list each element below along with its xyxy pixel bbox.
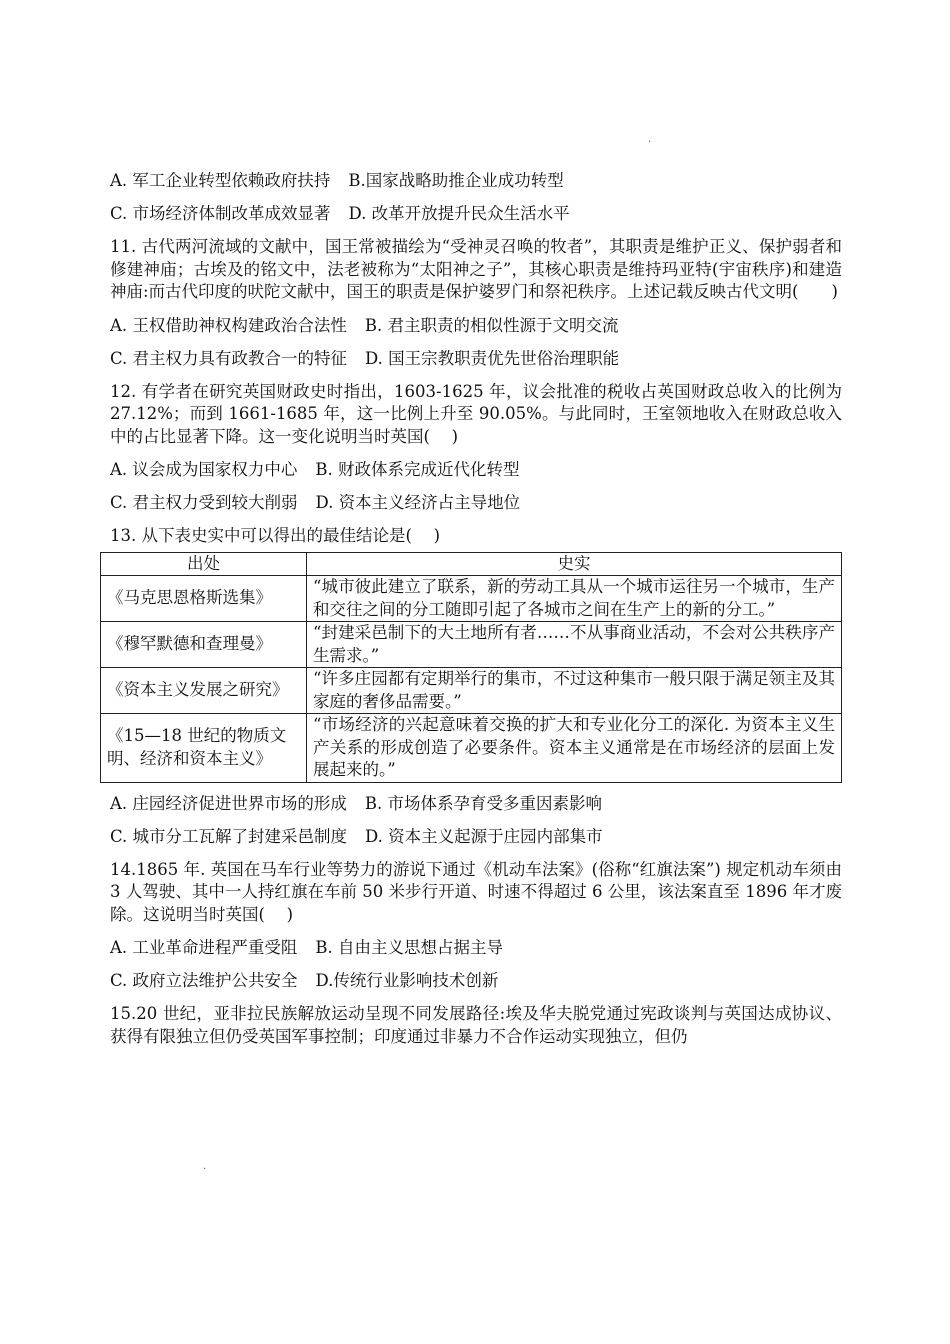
table-header-source: 出处 [101, 552, 307, 576]
q11-option-c: C. 君主权力具有政教合一的特征 [110, 348, 348, 368]
q13-option-a: A. 庄园经济促进世界市场的形成 [110, 793, 347, 813]
page-mark-top: . [648, 134, 652, 145]
table-row [101, 714, 842, 783]
q10-option-d: D. 改革开放提升民众生活水平 [348, 204, 570, 223]
q10-options-row-2 [110, 203, 842, 225]
table-cell-fact: “城市彼此建立了联系，新的劳动工具从一个城市运往另一个城市，生产和交往之间的分工随即引起了各城市之间在生产上的新的分工。” [307, 576, 842, 622]
q12-option-c: C. 君主权力受到较大削弱 [110, 493, 298, 512]
table-row [101, 576, 842, 622]
q12-stem: 12. 有学者在研究英国财政史时指出，1603-1625 年，议会批准的税收占英国财政总收入的比例为 27.12%；而到 1661-1685 年，这一比例上升至 90.05%。与此同时，王室领地收入在财政总收入中的占比显著下降。这一变化说明当时英国( ) [110, 381, 842, 446]
q12-option-a: A. 议会成为国家权力中心 [110, 460, 298, 479]
q12-option-b: B. 财政体系完成近代化转型 [315, 460, 520, 479]
table-header-fact: 史实 [307, 552, 842, 576]
table-cell-fact: “封建采邑制下的大土地所有者……不从事商业活动，不会对公共秩序产生需求。” [307, 622, 842, 668]
q14-option-a: A. 工业革命进程严重受阻 [110, 938, 298, 957]
table-row [101, 668, 842, 714]
q12-options-row-2 [110, 492, 842, 514]
table-cell-source: 《15—18 世纪的物质文明、经济和资本主义》 [101, 714, 307, 783]
q11-option-b: B. 君主职责的相似性源于文明交流 [364, 315, 619, 335]
table-cell-source: 《资本主义发展之研究》 [101, 668, 307, 714]
q14-options-row-2 [110, 970, 842, 992]
q14-option-d: D.传统行业影响技术创新 [315, 971, 499, 990]
table-cell-source: 《马克思恩格斯选集》 [101, 576, 307, 622]
q13-option-b: B. 市场体系孕育受多重因素影响 [364, 793, 603, 813]
q11-stem: 11. 古代两河流域的文献中，国王常被描绘为“受神灵召唤的牧者”，其职责是维护正义、保护弱者和修建神庙；古埃及的铭文中，法老被称为“太阳神之子”，其核心职责是维持玛亚特(宇宙秩序)和建造神庙:而古代印度的吠陀文献中，国王的职责是保护婆罗门和祭祀秩序。上述记载反映古代文明( ) [110, 237, 842, 301]
q14-stem: 14.1865 年. 英国在马车行业等势力的游说下通过《机动车法案》(俗称“红旗法案”) 规定机动车须由 3 人驾驶、其中一人持红旗在车前 50 米步行开道、时速不得超过 6 公里，该法案直至 1896 年才废除。这说明当时英国( ) [110, 859, 842, 924]
table-cell-fact: “市场经济的兴起意味着交换的扩大和专业化分工的深化. 为资本主义生产关系的形成创造了必要条件。资本主义通常是在市场经济的层面上发展起来的。” [307, 714, 842, 783]
q11-options-row-1 [110, 315, 842, 337]
q12-options-row-1 [110, 459, 842, 481]
q14-option-b: B. 自由主义思想占据主导 [315, 938, 504, 957]
q10-option-b: B.国家战略助推企业成功转型 [348, 171, 564, 190]
q13-stem: 13. 从下表史实中可以得出的最佳结论是( ) [110, 526, 441, 545]
q11-option-d: D. 国王宗教职责优先世俗治理职能 [365, 348, 620, 368]
table-header-row [101, 552, 842, 576]
q12-option-d: D. 资本主义经济占主导地位 [315, 493, 521, 512]
table-row [101, 622, 842, 668]
exam-content [107, 170, 842, 1059]
q13-option-d: D. 资本主义起源于庄园内部集市 [365, 826, 603, 846]
q11-options-row-2 [110, 348, 842, 370]
table-cell-fact: “许多庄园都有定期举行的集市，不过这种集市一般只限于满足领主及其家庭的奢侈品需要。” [307, 668, 842, 714]
q13-options-row-2 [110, 826, 842, 848]
q13-options-row-1 [110, 793, 842, 815]
q14-options-row-1 [110, 937, 842, 959]
page-mark-bottom: . [203, 1161, 207, 1172]
q14-option-c: C. 政府立法维护公共安全 [110, 971, 298, 990]
q10-option-c: C. 市场经济体制改革成效显著 [110, 204, 331, 223]
table-cell-source: 《穆罕默德和查理曼》 [101, 622, 307, 668]
q13-option-c: C. 城市分工瓦解了封建采邑制度 [110, 826, 348, 846]
history-table [100, 552, 842, 783]
q10-option-a: A. 军工企业转型依赖政府扶持 [110, 171, 331, 190]
q10-options-row-1 [110, 170, 842, 192]
q11-option-a: A. 王权借助神权构建政治合法性 [110, 315, 347, 335]
q15-stem: 15.20 世纪，亚非拉民族解放运动呈现不同发展路径:埃及华夫脱党通过宪政谈判与英国达成协议、获得有限独立但仍受英国军事控制；印度通过非暴力不合作运动实现独立，但仍 [110, 1004, 842, 1046]
